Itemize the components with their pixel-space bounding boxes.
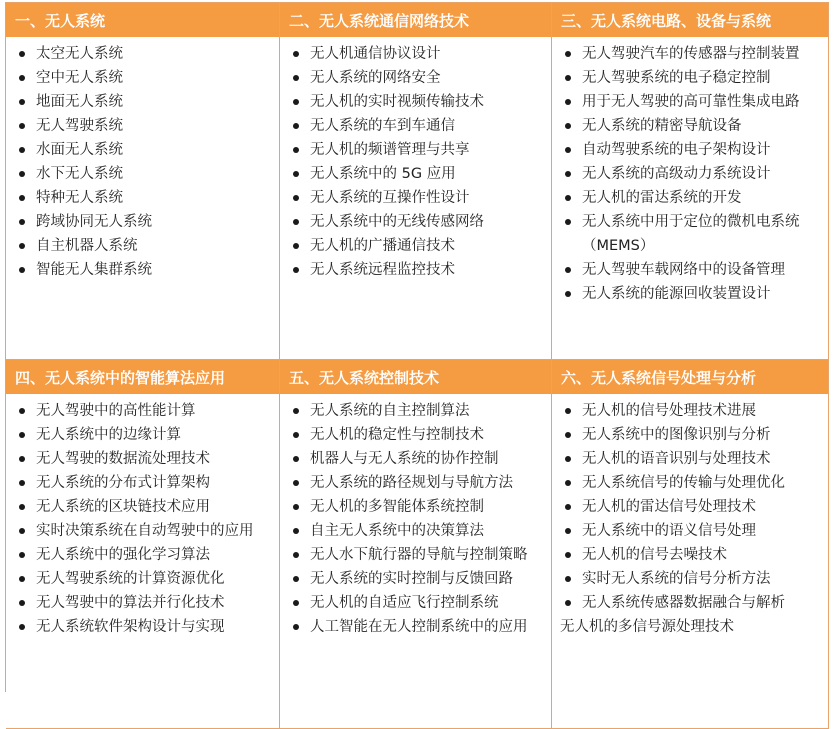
- list-item: 无人驾驶汽车的传感器与控制装置: [552, 42, 820, 66]
- list-item: 无人系统中的图像识别与分析: [552, 423, 820, 447]
- list-item: 无人机的稳定性与控制技术: [280, 423, 543, 447]
- list-item: 无人系统中的 5G 应用: [280, 162, 543, 186]
- list-item: 无人水下航行器的导航与控制策略: [280, 543, 543, 567]
- table-row-1: [6, 3, 829, 360]
- list-item: 无人机的实时视频传输技术: [280, 90, 543, 114]
- section-2: [280, 3, 552, 360]
- list-item: 无人系统的区块链技术应用: [6, 495, 271, 519]
- list-item: 实时无人系统的信号分析方法: [552, 567, 820, 591]
- list-item: 无人机的信号处理技术进展: [552, 399, 820, 423]
- list-item: 无人系统信号的传输与处理优化: [552, 471, 820, 495]
- list-item: 无人机的雷达信号处理技术: [552, 495, 820, 519]
- section-4-title: 四、无人系统中的智能算法应用: [6, 360, 279, 394]
- section-5: [280, 360, 552, 729]
- list-item: 智能无人集群系统: [6, 258, 271, 282]
- section-5-title: 五、无人系统控制技术: [280, 360, 551, 394]
- section-3: [552, 3, 829, 360]
- list-item: 水面无人系统: [6, 138, 271, 162]
- section-1-title: 一、无人系统: [6, 3, 279, 37]
- list-item: 自主无人系统中的决策算法: [280, 519, 543, 543]
- list-item: 无人机的频谱管理与共享: [280, 138, 543, 162]
- list-item: 无人机的广播通信技术: [280, 234, 543, 258]
- list-item: 无人系统中的语义信号处理: [552, 519, 820, 543]
- list-item: 无人驾驶车载网络中的设备管理: [552, 258, 820, 282]
- list-item: 太空无人系统: [6, 42, 271, 66]
- list-item: 无人系统的互操作性设计: [280, 186, 543, 210]
- list-item: 无人驾驶中的高性能计算: [6, 399, 271, 423]
- list-item: 无人机的语音识别与处理技术: [552, 447, 820, 471]
- list-item: 水下无人系统: [6, 162, 271, 186]
- list-item: 机器人与无人系统的协作控制: [280, 447, 543, 471]
- list-item: 无人驾驶系统的电子稳定控制: [552, 66, 820, 90]
- section-6-trailing-text: 无人机的多信号源处理技术: [560, 619, 734, 635]
- list-item: 无人系统远程监控技术: [280, 258, 543, 282]
- section-3-list: [552, 42, 820, 306]
- list-item: 无人驾驶的数据流处理技术: [6, 447, 271, 471]
- list-item: 特种无人系统: [6, 186, 271, 210]
- list-item: 无人系统的网络安全: [280, 66, 543, 90]
- list-item: 自动驾驶系统的电子架构设计: [552, 138, 820, 162]
- section-6-title: 六、无人系统信号处理与分析: [552, 360, 828, 394]
- section-2-title: 二、无人系统通信网络技术: [280, 3, 551, 37]
- list-item: 无人系统的高级动力系统设计: [552, 162, 820, 186]
- list-item: 无人系统传感器数据融合与解析: [552, 591, 820, 615]
- list-item: 无人机的信号去噪技术: [552, 543, 820, 567]
- list-item: 无人系统中用于定位的微机电系统（MEMS）: [552, 210, 820, 258]
- section-3-title: 三、无人系统电路、设备与系统: [552, 3, 828, 37]
- table-row-2: [6, 360, 829, 729]
- section-1: [6, 3, 280, 360]
- list-item: 无人机的雷达系统的开发: [552, 186, 820, 210]
- list-item: 无人系统中的强化学习算法: [6, 543, 271, 567]
- list-item: 无人系统的路径规划与导航方法: [280, 471, 543, 495]
- list-item: 无人机的多智能体系统控制: [280, 495, 543, 519]
- list-item: 无人系统的车到车通信: [280, 114, 543, 138]
- list-item: 无人机通信协议设计: [280, 42, 543, 66]
- section-6-list: [552, 399, 820, 615]
- list-item: 空中无人系统: [6, 66, 271, 90]
- list-item: 无人系统中的边缘计算: [6, 423, 271, 447]
- list-item: 实时决策系统在自动驾驶中的应用: [6, 519, 271, 543]
- section-5-list: [280, 399, 543, 639]
- section-6: [552, 360, 829, 729]
- list-item: 用于无人驾驶的高可靠性集成电路: [552, 90, 820, 114]
- list-item: 无人系统的自主控制算法: [280, 399, 543, 423]
- list-item: 无人系统软件架构设计与实现: [6, 615, 271, 639]
- section-1-list: [6, 42, 271, 282]
- list-item: 无人系统的实时控制与反馈回路: [280, 567, 543, 591]
- list-item: 人工智能在无人控制系统中的应用: [280, 615, 543, 639]
- list-item: 无人系统中的无线传感网络: [280, 210, 543, 234]
- list-item: 地面无人系统: [6, 90, 271, 114]
- list-item: 无人系统的分布式计算架构: [6, 471, 271, 495]
- list-item: 无人驾驶中的算法并行化技术: [6, 591, 271, 615]
- list-item: 跨域协同无人系统: [6, 210, 271, 234]
- list-item: 无人驾驶系统的计算资源优化: [6, 567, 271, 591]
- list-item: 无人机的自适应飞行控制系统: [280, 591, 543, 615]
- list-item: 自主机器人系统: [6, 234, 271, 258]
- list-item: 无人驾驶系统: [6, 114, 271, 138]
- section-4-list: [6, 399, 271, 639]
- list-item: 无人系统的能源回收装置设计: [552, 282, 820, 306]
- section-2-list: [280, 42, 543, 282]
- section-4: [6, 360, 280, 729]
- list-item: 无人系统的精密导航设备: [552, 114, 820, 138]
- topics-table: [5, 2, 829, 692]
